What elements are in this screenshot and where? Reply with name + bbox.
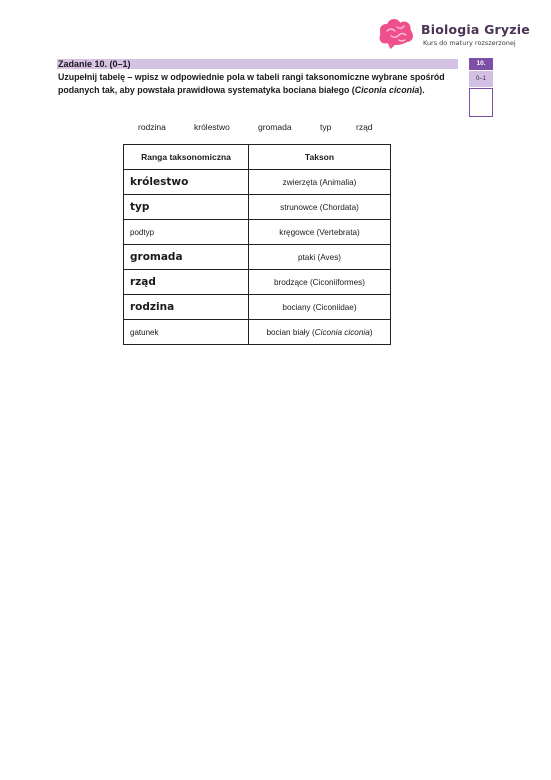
score-range-badge: 0–1 (469, 71, 493, 87)
table-row (124, 320, 391, 345)
instructions-text: Uzupełnij tabelę – wpisz w odpowiednie pola w tabeli rangi taksonomiczne wybrane spośród podanych tak, aby powstała prawidłowa systematyka bociana białego ( (58, 72, 445, 95)
word-bank-item: królestwo (194, 122, 230, 132)
brand-tagline: Kurs do matury rozszerzonej (423, 39, 516, 47)
taxon-cell: kręgowce (Vertebrata) (249, 220, 391, 245)
word-bank-item: rodzina (138, 122, 166, 132)
table-header-row (124, 145, 391, 170)
task-title: Zadanie 10. (0–1) (58, 59, 131, 69)
table-row (124, 270, 391, 295)
taxon-common-name: bocian biały ( (266, 327, 315, 337)
rank-answer-cell[interactable]: rząd (124, 270, 249, 295)
rank-answer-cell[interactable]: typ (124, 195, 249, 220)
table-row (124, 220, 391, 245)
word-bank (0, 122, 551, 134)
table-row (124, 245, 391, 270)
taxon-close-paren: ) (369, 327, 373, 337)
column-header-taxon: Takson (249, 145, 391, 170)
table-row (124, 170, 391, 195)
rank-answer-cell[interactable]: gromada (124, 245, 249, 270)
rank-cell: podtyp (124, 220, 249, 245)
table-row (124, 195, 391, 220)
task-number-badge: 10. (469, 58, 493, 70)
rank-cell: gatunek (124, 320, 249, 345)
taxon-cell: zwierzęta (Animalia) (249, 170, 391, 195)
score-box[interactable] (469, 88, 493, 117)
rank-answer-cell[interactable]: królestwo (124, 170, 249, 195)
taxon-cell: brodzące (Ciconiiformes) (249, 270, 391, 295)
brand-logo (377, 19, 537, 59)
word-bank-item: typ (320, 122, 332, 132)
taxonomy-table (123, 144, 391, 345)
species-latin-name: Ciconia ciconia (354, 85, 420, 95)
word-bank-item: gromada (258, 122, 292, 132)
column-header-rank: Ranga taksonomiczna (124, 145, 249, 170)
taxon-cell: strunowce (Chordata) (249, 195, 391, 220)
brand-name: Biologia Gryzie (421, 22, 530, 37)
taxon-latin-name: Ciconia ciconia (314, 327, 370, 337)
task-instructions (58, 71, 468, 97)
brain-icon (377, 19, 415, 49)
taxon-cell: bociany (Ciconiidae) (249, 295, 391, 320)
word-bank-item: rząd (356, 122, 373, 132)
instructions-end: ). (419, 85, 425, 95)
rank-answer-cell[interactable]: rodzina (124, 295, 249, 320)
table-row (124, 295, 391, 320)
taxon-cell: ptaki (Aves) (249, 245, 391, 270)
taxon-cell (249, 320, 391, 345)
